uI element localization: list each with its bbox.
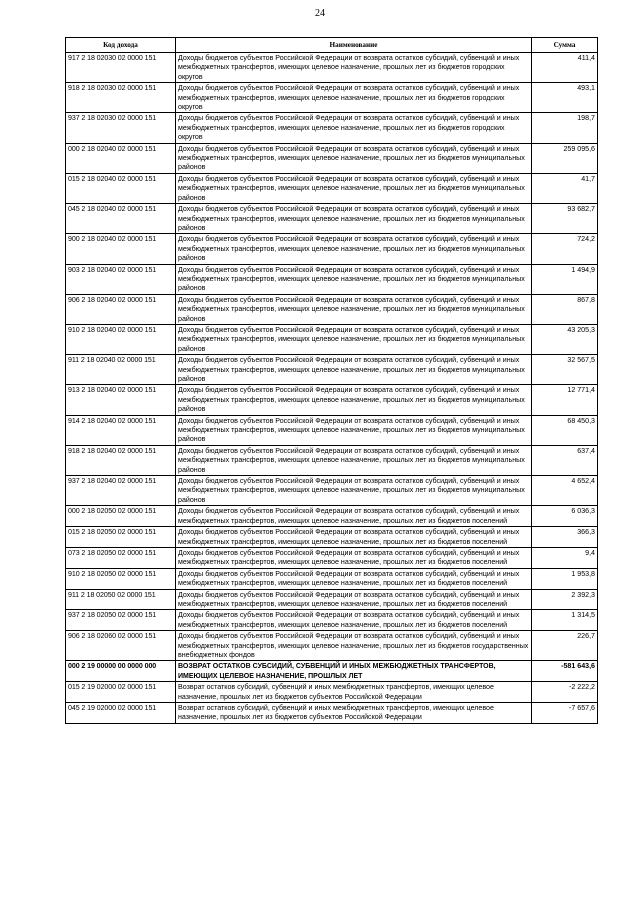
table-row (66, 547, 598, 568)
revenue-sum-cell: 867,8 (532, 294, 598, 324)
table-row (66, 445, 598, 475)
revenue-name-cell: Доходы бюджетов субъектов Российской Федерации от возврата остатков субсидий, субвенций и иных межбюджетных трансфертов, имеющих целевое назначение, прошлых лет из бюджетов муниципальных районов (176, 445, 532, 475)
revenue-sum-cell: 366,3 (532, 527, 598, 548)
table-row (66, 264, 598, 294)
revenue-code-cell: 914 2 18 02040 02 0000 151 (66, 415, 176, 445)
revenue-code-cell: 000 2 19 00000 00 0000 000 (66, 661, 176, 682)
revenue-code-cell: 911 2 18 02050 02 0000 151 (66, 589, 176, 610)
revenue-sum-cell: 411,4 (532, 53, 598, 83)
revenue-name-cell: Доходы бюджетов субъектов Российской Федерации от возврата остатков субсидий, субвенций и иных межбюджетных трансфертов, имеющих целевое назначение, прошлых лет из бюджетов городских округов (176, 83, 532, 113)
revenue-code-cell: 906 2 18 02040 02 0000 151 (66, 294, 176, 324)
page-number: 24 (315, 8, 325, 19)
revenue-name-cell: Доходы бюджетов субъектов Российской Федерации от возврата остатков субсидий, субвенций и иных межбюджетных трансфертов, имеющих целевое назначение, прошлых лет из бюджетов муниципальных районов (176, 355, 532, 385)
revenue-name-cell: Доходы бюджетов субъектов Российской Федерации от возврата остатков субсидий, субвенций и иных межбюджетных трансфертов, имеющих целевое назначение, прошлых лет из бюджетов поселений (176, 506, 532, 527)
table-row (66, 234, 598, 264)
revenue-code-cell: 911 2 18 02040 02 0000 151 (66, 355, 176, 385)
revenue-sum-cell: 4 652,4 (532, 476, 598, 506)
table-body (66, 53, 598, 724)
revenue-name-cell: Доходы бюджетов субъектов Российской Федерации от возврата остатков субсидий, субвенций и иных межбюджетных трансфертов, имеющих целевое назначение, прошлых лет из бюджетов поселений (176, 547, 532, 568)
table-row (66, 610, 598, 631)
table-row (66, 568, 598, 589)
revenue-code-cell: 918 2 18 02040 02 0000 151 (66, 445, 176, 475)
revenue-sum-cell: 2 392,3 (532, 589, 598, 610)
revenue-sum-cell: 32 567,5 (532, 355, 598, 385)
revenue-sum-cell: 41,7 (532, 173, 598, 203)
revenue-name-cell: Доходы бюджетов субъектов Российской Федерации от возврата остатков субсидий, субвенций и иных межбюджетных трансфертов, имеющих целевое назначение, прошлых лет из бюджетов муниципальных районов (176, 143, 532, 173)
revenue-sum-cell: 6 036,3 (532, 506, 598, 527)
revenue-code-cell: 000 2 18 02050 02 0000 151 (66, 506, 176, 527)
revenue-code-cell: 910 2 18 02050 02 0000 151 (66, 568, 176, 589)
table-row (66, 294, 598, 324)
revenue-name-cell: Доходы бюджетов субъектов Российской Федерации от возврата остатков субсидий, субвенций и иных межбюджетных трансфертов, имеющих целевое назначение, прошлых лет из бюджетов муниципальных районов (176, 415, 532, 445)
revenue-sum-cell: 724,2 (532, 234, 598, 264)
revenue-code-cell: 910 2 18 02040 02 0000 151 (66, 324, 176, 354)
table-row (66, 589, 598, 610)
revenue-sum-cell: 12 771,4 (532, 385, 598, 415)
header-name: Наименование (176, 38, 532, 53)
table-row (66, 682, 598, 703)
revenue-name-cell: Доходы бюджетов субъектов Российской Федерации от возврата остатков субсидий, субвенций и иных межбюджетных трансфертов, имеющих целевое назначение, прошлых лет из бюджетов муниципальных районов (176, 204, 532, 234)
revenue-name-cell: ВОЗВРАТ ОСТАТКОВ СУБСИДИЙ, СУБВЕНЦИЙ И ИНЫХ МЕЖБЮДЖЕТНЫХ ТРАНСФЕРТОВ, ИМЕЮЩИХ ЦЕЛЕВОЕ НАЗНАЧЕНИЕ, ПРОШЛЫХ ЛЕТ (176, 661, 532, 682)
revenue-sum-cell: 68 450,3 (532, 415, 598, 445)
revenue-code-cell: 906 2 18 02060 02 0000 151 (66, 631, 176, 661)
table-row (66, 661, 598, 682)
table-row (66, 113, 598, 143)
revenue-code-cell: 937 2 18 02050 02 0000 151 (66, 610, 176, 631)
revenue-name-cell: Доходы бюджетов субъектов Российской Федерации от возврата остатков субсидий, субвенций и иных межбюджетных трансфертов, имеющих целевое назначение, прошлых лет из бюджетов муниципальных районов (176, 234, 532, 264)
revenue-name-cell: Доходы бюджетов субъектов Российской Федерации от возврата остатков субсидий, субвенций и иных межбюджетных трансфертов, имеющих целевое назначение, прошлых лет из бюджетов муниципальных районов (176, 324, 532, 354)
revenue-code-cell: 015 2 18 02040 02 0000 151 (66, 173, 176, 203)
table-row (66, 83, 598, 113)
revenue-code-cell: 903 2 18 02040 02 0000 151 (66, 264, 176, 294)
revenue-table (65, 37, 598, 724)
table-row (66, 527, 598, 548)
revenue-sum-cell: 93 682,7 (532, 204, 598, 234)
revenue-code-cell: 045 2 19 02000 02 0000 151 (66, 703, 176, 724)
table-row (66, 476, 598, 506)
table-row (66, 506, 598, 527)
revenue-name-cell: Доходы бюджетов субъектов Российской Федерации от возврата остатков субсидий, субвенций и иных межбюджетных трансфертов, имеющих целевое назначение, прошлых лет из бюджетов поселений (176, 568, 532, 589)
revenue-name-cell: Доходы бюджетов субъектов Российской Федерации от возврата остатков субсидий, субвенций и иных межбюджетных трансфертов, имеющих целевое назначение, прошлых лет из бюджетов муниципальных районов (176, 173, 532, 203)
revenue-name-cell: Доходы бюджетов субъектов Российской Федерации от возврата остатков субсидий, субвенций и иных межбюджетных трансфертов, имеющих целевое назначение, прошлых лет из бюджетов муниципальных районов (176, 264, 532, 294)
table-row (66, 53, 598, 83)
revenue-code-cell: 015 2 19 02000 02 0000 151 (66, 682, 176, 703)
revenue-sum-cell: 198,7 (532, 113, 598, 143)
revenue-name-cell: Доходы бюджетов субъектов Российской Федерации от возврата остатков субсидий, субвенций и иных межбюджетных трансфертов, имеющих целевое назначение, прошлых лет из бюджетов поселений (176, 589, 532, 610)
revenue-sum-cell: 1 494,9 (532, 264, 598, 294)
table-header-row (66, 38, 598, 53)
revenue-code-cell: 073 2 18 02050 02 0000 151 (66, 547, 176, 568)
table-row (66, 324, 598, 354)
table-row (66, 204, 598, 234)
revenue-sum-cell: -2 222,2 (532, 682, 598, 703)
revenue-name-cell: Доходы бюджетов субъектов Российской Федерации от возврата остатков субсидий, субвенций и иных межбюджетных трансфертов, имеющих целевое назначение, прошлых лет из бюджетов муниципальных районов (176, 385, 532, 415)
revenue-name-cell: Доходы бюджетов субъектов Российской Федерации от возврата остатков субсидий, субвенций и иных межбюджетных трансфертов, имеющих целевое назначение, прошлых лет из бюджетов муниципальных районов (176, 294, 532, 324)
revenue-name-cell: Возврат остатков субсидий, субвенций и иных межбюджетных трансфертов, имеющих целевое назначение, прошлых лет из бюджетов субъектов Российской Федерации (176, 682, 532, 703)
revenue-sum-cell: 1 314,5 (532, 610, 598, 631)
revenue-sum-cell: 1 953,8 (532, 568, 598, 589)
revenue-code-cell: 937 2 18 02040 02 0000 151 (66, 476, 176, 506)
revenue-sum-cell: 226,7 (532, 631, 598, 661)
revenue-name-cell: Доходы бюджетов субъектов Российской Федерации от возврата остатков субсидий, субвенций и иных межбюджетных трансфертов, имеющих целевое назначение, прошлых лет из бюджетов поселений (176, 527, 532, 548)
revenue-sum-cell: 493,1 (532, 83, 598, 113)
revenue-name-cell: Доходы бюджетов субъектов Российской Федерации от возврата остатков субсидий, субвенций и иных межбюджетных трансфертов, имеющих целевое назначение, прошлых лет из бюджетов государственных внебюджетных фондов (176, 631, 532, 661)
revenue-code-cell: 918 2 18 02030 02 0000 151 (66, 83, 176, 113)
revenue-name-cell: Доходы бюджетов субъектов Российской Федерации от возврата остатков субсидий, субвенций и иных межбюджетных трансфертов, имеющих целевое назначение, прошлых лет из бюджетов городских округов (176, 113, 532, 143)
revenue-name-cell: Возврат остатков субсидий, субвенций и иных межбюджетных трансфертов, имеющих целевое назначение, прошлых лет из бюджетов субъектов Российской Федерации (176, 703, 532, 724)
revenue-code-cell: 045 2 18 02040 02 0000 151 (66, 204, 176, 234)
table-row (66, 631, 598, 661)
revenue-name-cell: Доходы бюджетов субъектов Российской Федерации от возврата остатков субсидий, субвенций и иных межбюджетных трансфертов, имеющих целевое назначение, прошлых лет из бюджетов поселений (176, 610, 532, 631)
header-code: Код дохода (66, 38, 176, 53)
revenue-sum-cell: 259 095,6 (532, 143, 598, 173)
revenue-code-cell: 000 2 18 02040 02 0000 151 (66, 143, 176, 173)
revenue-code-cell: 913 2 18 02040 02 0000 151 (66, 385, 176, 415)
revenue-code-cell: 937 2 18 02030 02 0000 151 (66, 113, 176, 143)
revenue-code-cell: 015 2 18 02050 02 0000 151 (66, 527, 176, 548)
revenue-sum-cell: 637,4 (532, 445, 598, 475)
revenue-sum-cell: -7 657,6 (532, 703, 598, 724)
revenue-sum-cell: 43 205,3 (532, 324, 598, 354)
revenue-sum-cell: -581 643,6 (532, 661, 598, 682)
table-row (66, 355, 598, 385)
table-row (66, 173, 598, 203)
table-row (66, 415, 598, 445)
revenue-name-cell: Доходы бюджетов субъектов Российской Федерации от возврата остатков субсидий, субвенций и иных межбюджетных трансфертов, имеющих целевое назначение, прошлых лет из бюджетов городских округов (176, 53, 532, 83)
table-row (66, 143, 598, 173)
revenue-sum-cell: 9,4 (532, 547, 598, 568)
revenue-code-cell: 900 2 18 02040 02 0000 151 (66, 234, 176, 264)
table-row (66, 385, 598, 415)
table-row (66, 703, 598, 724)
revenue-code-cell: 917 2 18 02030 02 0000 151 (66, 53, 176, 83)
header-sum: Сумма (532, 38, 598, 53)
revenue-name-cell: Доходы бюджетов субъектов Российской Федерации от возврата остатков субсидий, субвенций и иных межбюджетных трансфертов, имеющих целевое назначение, прошлых лет из бюджетов муниципальных районов (176, 476, 532, 506)
